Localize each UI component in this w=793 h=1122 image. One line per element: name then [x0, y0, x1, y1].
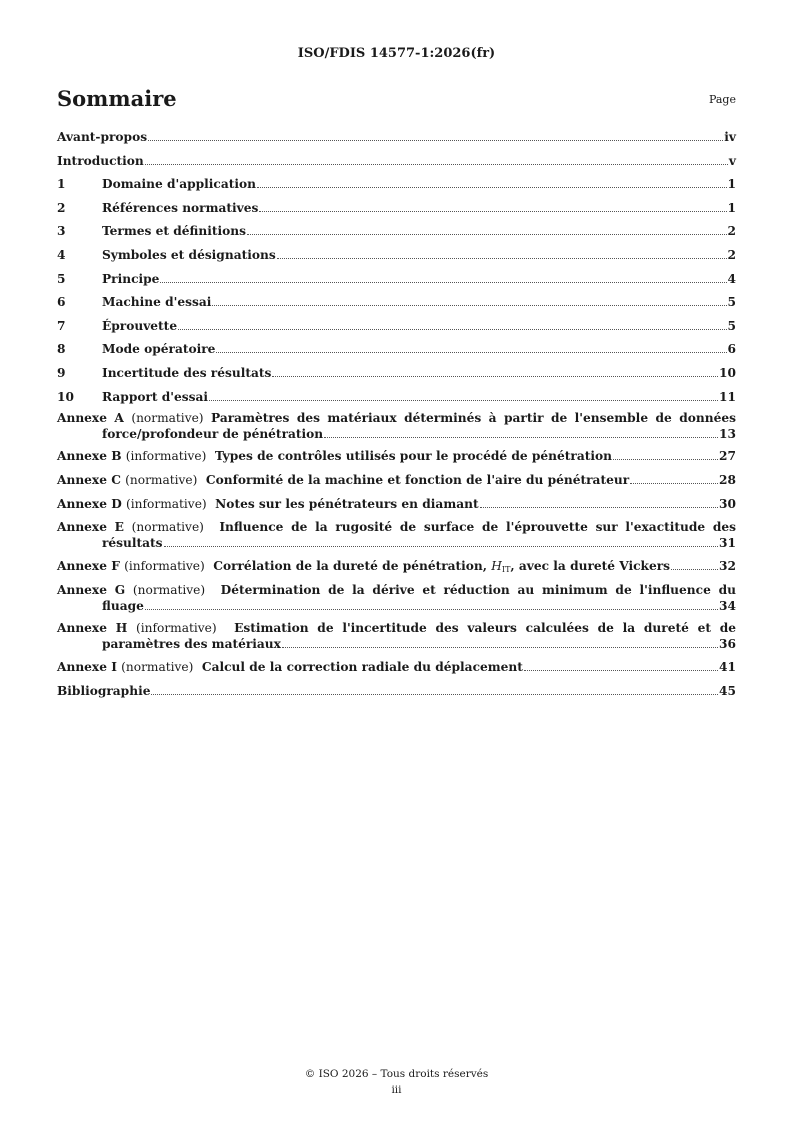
toc-entry-label: Machine d'essai: [102, 295, 212, 310]
document-header: ISO/FDIS 14577-1:2026(fr): [297, 46, 496, 61]
toc-entry-label: Estimation de l'incertitude des valeurs calculées de la dureté et de: [234, 621, 736, 636]
annex-type: (normative): [125, 472, 198, 487]
dot-leader: [216, 352, 726, 353]
toc-entry-label: Détermination de la dérive et réduction au minimum de l'influence du: [220, 582, 736, 597]
annex-title: Conformité de la machine et fonction de l'aire du pénétrateur: [205, 472, 630, 487]
toc-entry-principe[interactable]: [57, 271, 736, 287]
dot-leader: [247, 234, 727, 235]
toc-entry-line2: [57, 426, 736, 442]
toc-entry-annexe-g[interactable]: [57, 582, 736, 614]
toc-entry-number: 9: [57, 365, 66, 380]
toc-entry-label-cont: force/profondeur de pénétration: [102, 426, 324, 441]
page-number: iii: [391, 1084, 402, 1096]
toc-entry-label-cont: paramètres des matériaux: [102, 637, 281, 652]
toc-entry-label: Éprouvette: [102, 318, 178, 333]
toc-entry-annexe-d[interactable]: [57, 496, 736, 512]
toc-entry-number: 5: [57, 271, 66, 286]
toc-entry-introduction[interactable]: [57, 153, 736, 169]
toc-entry-line2: [57, 636, 736, 652]
toc-entry-page: 41: [719, 660, 736, 675]
annex-type: (informative): [125, 449, 207, 464]
page-footer: [0, 1066, 793, 1098]
toc-entry-line2: [57, 535, 736, 551]
toc-entry-label: Bibliographie: [57, 683, 151, 698]
table-of-contents: [57, 129, 736, 706]
toc-entry-label-cont: fluage: [102, 598, 144, 613]
toc-entry-rapport[interactable]: [57, 389, 736, 405]
toc-entry-number: 8: [57, 342, 66, 357]
toc-entry-number: 10: [57, 389, 74, 404]
toc-entry-label: Incertitude des résultats: [102, 365, 272, 380]
toc-entry-symboles[interactable]: [57, 247, 736, 263]
hardness-symbol: H: [491, 558, 502, 573]
toc-entry-page: 5: [727, 318, 736, 333]
toc-entry-label: Introduction: [57, 153, 144, 168]
annex-prefix: Annexe H: [57, 621, 128, 636]
toc-entry-number: 1: [57, 177, 66, 192]
dot-leader: [282, 647, 718, 648]
annex-title: Types de contrôles utilisés pour le procédé de pénétration: [214, 449, 612, 464]
dot-leader: [272, 376, 718, 377]
dot-leader: [178, 329, 726, 330]
toc-entry-label: [57, 659, 523, 675]
toc-entry-page: 34: [719, 598, 736, 613]
toc-entry-number: 6: [57, 295, 66, 310]
toc-entry-line1: [57, 582, 736, 598]
toc-entry-domaine[interactable]: [57, 176, 736, 192]
dot-leader: [212, 305, 726, 306]
annex-prefix: Annexe A: [57, 410, 124, 425]
dot-leader: [324, 437, 718, 438]
toc-entry-page: 4: [727, 271, 736, 286]
toc-entry-line1: [57, 620, 736, 636]
annex-type: (normative): [132, 582, 206, 597]
toc-entry-line1: [57, 410, 736, 426]
dot-leader: [671, 569, 718, 570]
annex-prefix: Annexe B: [57, 449, 122, 464]
toc-entry-label: [57, 558, 670, 578]
dot-leader: [148, 140, 723, 141]
toc-entry-label: Symboles et désignations: [102, 247, 276, 262]
toc-entry-annexe-e[interactable]: [57, 519, 736, 551]
dot-leader: [257, 187, 727, 188]
annex-prefix: Annexe I: [57, 660, 117, 675]
toc-entry-machine[interactable]: [57, 294, 736, 310]
annex-type: (normative): [131, 410, 204, 425]
annex-title: Calcul de la correction radiale du déplacement: [201, 660, 523, 675]
toc-title-row: [57, 86, 736, 114]
toc-entry-annexe-b[interactable]: [57, 448, 736, 464]
toc-entry-page: 30: [719, 496, 736, 511]
toc-entry-annexe-f[interactable]: [57, 558, 736, 574]
dot-leader: [613, 459, 718, 460]
dot-leader: [209, 400, 718, 401]
toc-entry-page: 10: [719, 365, 736, 380]
toc-entry-page: 32: [719, 558, 736, 573]
annex-type: (informative): [126, 496, 207, 511]
toc-entry-label: Influence de la rugosité de surface de l'éprouvette sur l'exactitude des: [219, 520, 736, 535]
toc-entry-page: 6: [727, 342, 736, 357]
toc-entry-number: 2: [57, 200, 66, 215]
toc-entry-page: 5: [727, 295, 736, 310]
annex-prefix: Annexe C: [57, 472, 121, 487]
toc-entry-bibliographie[interactable]: [57, 683, 736, 699]
toc-entry-annexe-a[interactable]: [57, 410, 736, 442]
toc-entry-avant-propos[interactable]: [57, 129, 736, 145]
toc-entry-label: Termes et définitions: [102, 224, 246, 239]
toc-entry-page: v: [728, 153, 736, 168]
toc-entry-eprouvette[interactable]: [57, 318, 736, 334]
toc-entry-label: [57, 472, 629, 488]
annex-type: (informative): [124, 558, 205, 573]
toc-entry-page: iv: [724, 130, 736, 144]
toc-entry-label: Mode opératoire: [102, 342, 216, 357]
toc-entry-line1: [57, 519, 736, 535]
toc-entry-label: Domaine d'application: [102, 177, 256, 192]
toc-entry-label: Principe: [102, 271, 160, 286]
toc-entry-label: Références normatives: [102, 200, 259, 215]
toc-entry-number: 4: [57, 247, 66, 262]
dot-leader: [164, 546, 718, 547]
toc-entry-label-cont: résultats: [102, 536, 163, 551]
toc-entry-label: [57, 496, 479, 512]
annex-type: (informative): [135, 621, 217, 636]
toc-entry-annexe-c[interactable]: [57, 472, 736, 488]
page-title: Sommaire: [57, 86, 177, 111]
toc-entry-page: 27: [719, 449, 736, 464]
toc-entry-annexe-h[interactable]: [57, 620, 736, 652]
annex-prefix: Annexe G: [57, 582, 126, 597]
toc-entry-termes[interactable]: [57, 223, 736, 239]
toc-entry-mode-operatoire[interactable]: [57, 341, 736, 357]
annex-type: (normative): [131, 520, 204, 535]
toc-entry-label: Avant-propos: [57, 130, 148, 144]
dot-leader: [277, 258, 727, 259]
page-column-label: Page: [708, 93, 736, 106]
toc-entry-number: 3: [57, 224, 66, 239]
dot-leader: [630, 483, 718, 484]
toc-entry-page: 36: [719, 637, 736, 652]
annex-prefix: Annexe F: [57, 558, 120, 573]
toc-entry-label: Paramètres des matériaux déterminés à partir de l'ensemble de données: [211, 410, 736, 425]
toc-entry-page: 11: [719, 389, 736, 404]
copyright-notice: © ISO 2026 – Tous droits réservés: [304, 1068, 489, 1080]
toc-entry-page: 28: [719, 472, 736, 487]
toc-entry-page: 45: [719, 683, 736, 698]
annex-title-b: , avec la dureté Vickers: [510, 558, 671, 573]
annex-prefix: Annexe D: [57, 496, 122, 511]
toc-entry-page: 1: [727, 177, 736, 192]
toc-entry-line2: [57, 598, 736, 614]
hardness-symbol-subscript: IT: [501, 564, 511, 574]
toc-entry-incertitude[interactable]: [57, 365, 736, 381]
toc-entry-references[interactable]: [57, 200, 736, 216]
toc-entry-label: Rapport d'essai: [102, 389, 209, 404]
annex-type: (normative): [121, 660, 194, 675]
annex-title-a: Corrélation de la dureté de pénétration,: [213, 558, 492, 573]
toc-entry-page: 2: [727, 247, 736, 262]
dot-leader: [145, 164, 728, 165]
toc-entry-page: 1: [727, 200, 736, 215]
toc-entry-page: 31: [719, 536, 736, 551]
dot-leader: [160, 282, 726, 283]
dot-leader: [145, 609, 718, 610]
annex-title: Notes sur les pénétrateurs en diamant: [215, 496, 479, 511]
toc-entry-number: 7: [57, 318, 66, 333]
dot-leader: [480, 507, 718, 508]
dot-leader: [259, 211, 726, 212]
toc-entry-annexe-i[interactable]: [57, 659, 736, 675]
dot-leader: [151, 694, 718, 695]
dot-leader: [524, 670, 718, 671]
toc-entry-page: 2: [727, 224, 736, 239]
toc-entry-page: 13: [719, 426, 736, 441]
annex-prefix: Annexe E: [57, 520, 124, 535]
toc-entry-label: [57, 448, 612, 464]
